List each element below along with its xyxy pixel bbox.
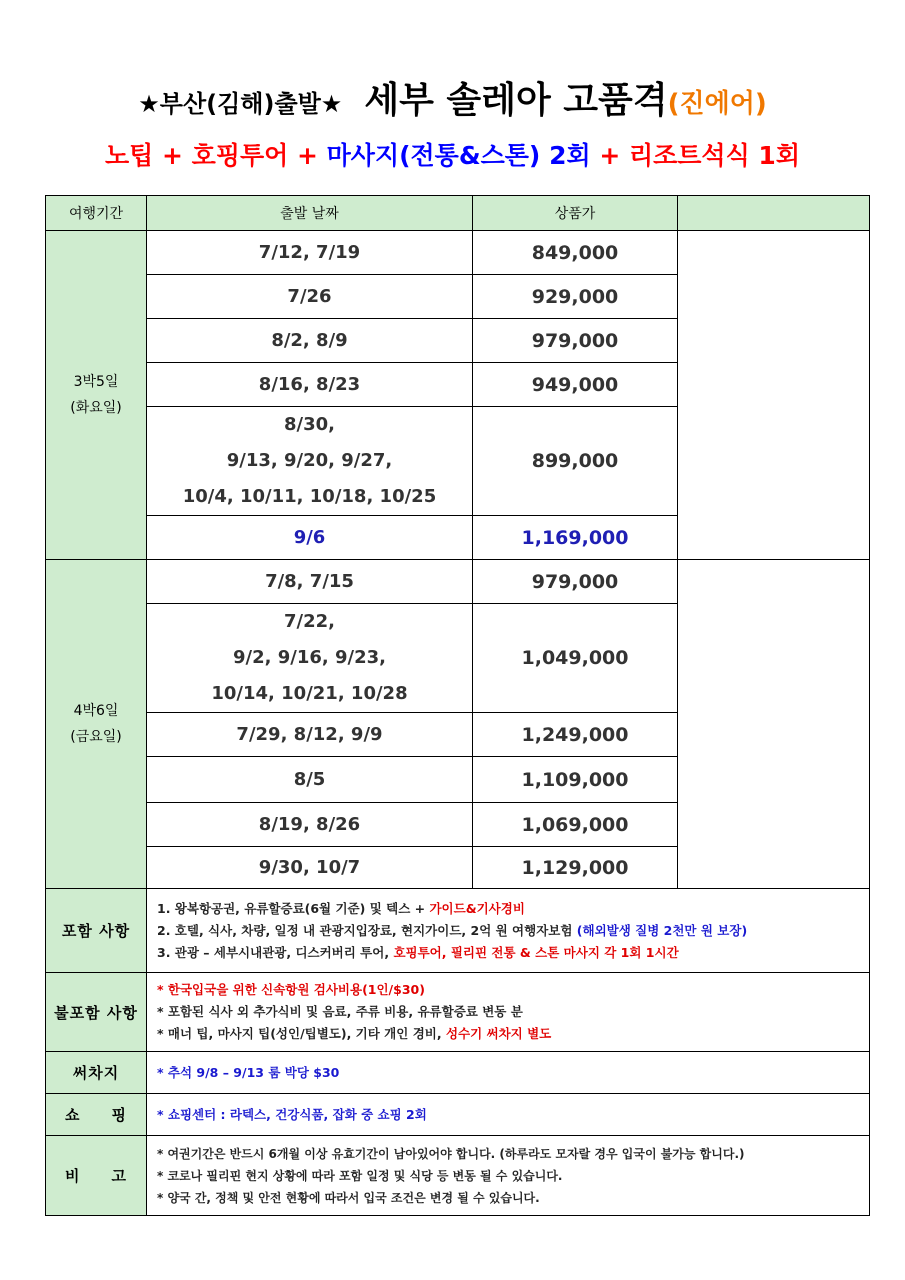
date-cell: 8/19, 8/26 xyxy=(147,803,473,847)
date-line: 10/14, 10/21, 10/28 xyxy=(211,683,408,704)
price-cell: 849,000 xyxy=(473,231,678,275)
surcharge-content xyxy=(147,1052,870,1094)
table-row xyxy=(46,231,870,275)
excluded-line1: * 한국입국을 위한 신속항원 검사비용(1인/$30) xyxy=(157,982,425,997)
shopping-label: 쇼 핑 xyxy=(46,1094,147,1136)
price-cell: 949,000 xyxy=(473,363,678,407)
included-line3-highlight: 호핑투어, 필리핀 전통 & 스톤 마사지 각 1회 1시간 xyxy=(393,944,679,960)
period-cell xyxy=(46,231,147,560)
excluded-row xyxy=(46,973,870,1052)
price-cell: 899,000 xyxy=(473,407,678,516)
table-row xyxy=(46,560,870,604)
included-line3: 3. 관광 – 세부시내관광, 디스커버리 투어, xyxy=(157,944,394,960)
date-cell: 7/8, 7/15 xyxy=(147,560,473,604)
price-table xyxy=(45,195,870,1216)
price-cell: 1,169,000 xyxy=(473,516,678,560)
date-line: 8/30, xyxy=(284,414,335,435)
included-line1-highlight: 가이드&기사경비 xyxy=(429,900,525,916)
price-cell: 1,249,000 xyxy=(473,713,678,757)
price-cell: 1,109,000 xyxy=(473,757,678,803)
price-cell: 979,000 xyxy=(473,319,678,363)
included-line2: 2. 호텔, 식사, 차량, 일정 내 관광지입장료, 현지가이드, 2억 원 여행자보험 xyxy=(157,922,577,938)
period-day: (금요일) xyxy=(70,729,122,745)
remarks-content xyxy=(147,1136,870,1216)
date-cell: 7/12, 7/19 xyxy=(147,231,473,275)
header-date: 출발 날짜 xyxy=(147,196,473,231)
price-cell: 1,129,000 xyxy=(473,847,678,889)
surcharge-text: * 추석 9/8 – 9/13 룸 박당 $30 xyxy=(157,1064,340,1080)
date-cell: 8/16, 8/23 xyxy=(147,363,473,407)
excluded-content xyxy=(147,973,870,1052)
excluded-line2: * 포함된 식사 외 추가식비 및 음료, 주류 비용, 유류할증료 변동 분 xyxy=(157,1004,523,1019)
remarks-label: 비 고 xyxy=(46,1136,147,1216)
date-cell: 7/26 xyxy=(147,275,473,319)
period-cell xyxy=(46,560,147,889)
date-cell: 9/30, 10/7 xyxy=(147,847,473,889)
included-line1: 1. 왕복항공권, 유류할증료(6월 기준) 및 텍스 + xyxy=(157,900,430,916)
blank-cell xyxy=(678,231,870,560)
date-line: 9/2, 9/16, 9/23, xyxy=(233,647,386,668)
subtitle-part1: 노팁 + 호핑투어 + xyxy=(105,141,327,170)
date-line: 10/4, 10/11, 10/18, 10/25 xyxy=(182,486,437,507)
period-day: (화요일) xyxy=(70,400,122,416)
included-content xyxy=(147,889,870,973)
shopping-row xyxy=(46,1094,870,1136)
date-line: 7/22, xyxy=(284,611,335,632)
page-subtitle xyxy=(0,136,905,172)
product-name: 세부 솔레아 고품격 xyxy=(364,80,668,121)
period-label: 3박5일 xyxy=(73,374,119,390)
subtitle-part2: 마사지(전통&스톤) 2회 xyxy=(326,141,591,170)
date-cell: 9/6 xyxy=(147,516,473,560)
included-line2-highlight: (해외발생 질병 2천만 원 보장) xyxy=(576,922,748,938)
remarks-line2: * 코로나 필리핀 현지 상황에 따라 포함 일정 및 식당 등 변동 될 수 있습니다. xyxy=(157,1168,563,1183)
surcharge-label: 써차지 xyxy=(46,1052,147,1094)
price-cell: 929,000 xyxy=(473,275,678,319)
excluded-label: 불포함 사항 xyxy=(46,973,147,1052)
period-label: 4박6일 xyxy=(73,703,119,719)
date-cell: 8/2, 8/9 xyxy=(147,319,473,363)
date-line: 9/13, 9/20, 9/27, xyxy=(226,450,393,471)
excluded-line3-highlight: 성수기 써차지 별도 xyxy=(445,1026,552,1041)
remarks-row xyxy=(46,1136,870,1216)
date-cell xyxy=(147,407,473,516)
remarks-line1: * 여권기간은 반드시 6개월 이상 유효기간이 남아있어야 합니다. (하루라도 모자랄 경우 입국이 불가능 합니다.) xyxy=(157,1146,745,1161)
airline-label: (진에어) xyxy=(667,89,767,119)
subtitle-part3: + 리조트석식 1회 xyxy=(590,141,800,170)
blank-cell xyxy=(678,560,870,889)
price-cell: 1,049,000 xyxy=(473,604,678,713)
surcharge-row xyxy=(46,1052,870,1094)
date-cell: 7/29, 8/12, 9/9 xyxy=(147,713,473,757)
excluded-line3: * 매너 팁, 마사지 팁(성인/팁별도), 기타 개인 경비, xyxy=(157,1026,446,1041)
price-cell: 979,000 xyxy=(473,560,678,604)
header-blank xyxy=(678,196,870,231)
shopping-text: * 쇼핑센터 : 라텍스, 건강식품, 잡화 중 쇼핑 2회 xyxy=(157,1106,427,1122)
date-cell xyxy=(147,604,473,713)
departure-label: ★부산(김해)출발★ xyxy=(138,90,343,118)
remarks-line3: * 양국 간, 정책 및 안전 현황에 따라서 입국 조건은 변경 될 수 있습니다. xyxy=(157,1190,540,1205)
price-cell: 1,069,000 xyxy=(473,803,678,847)
shopping-content xyxy=(147,1094,870,1136)
included-label: 포함 사항 xyxy=(46,889,147,973)
header-price: 상품가 xyxy=(473,196,678,231)
page-title xyxy=(0,72,905,123)
date-cell: 8/5 xyxy=(147,757,473,803)
header-period: 여행기간 xyxy=(46,196,147,231)
table-header-row xyxy=(46,196,870,231)
included-row xyxy=(46,889,870,973)
